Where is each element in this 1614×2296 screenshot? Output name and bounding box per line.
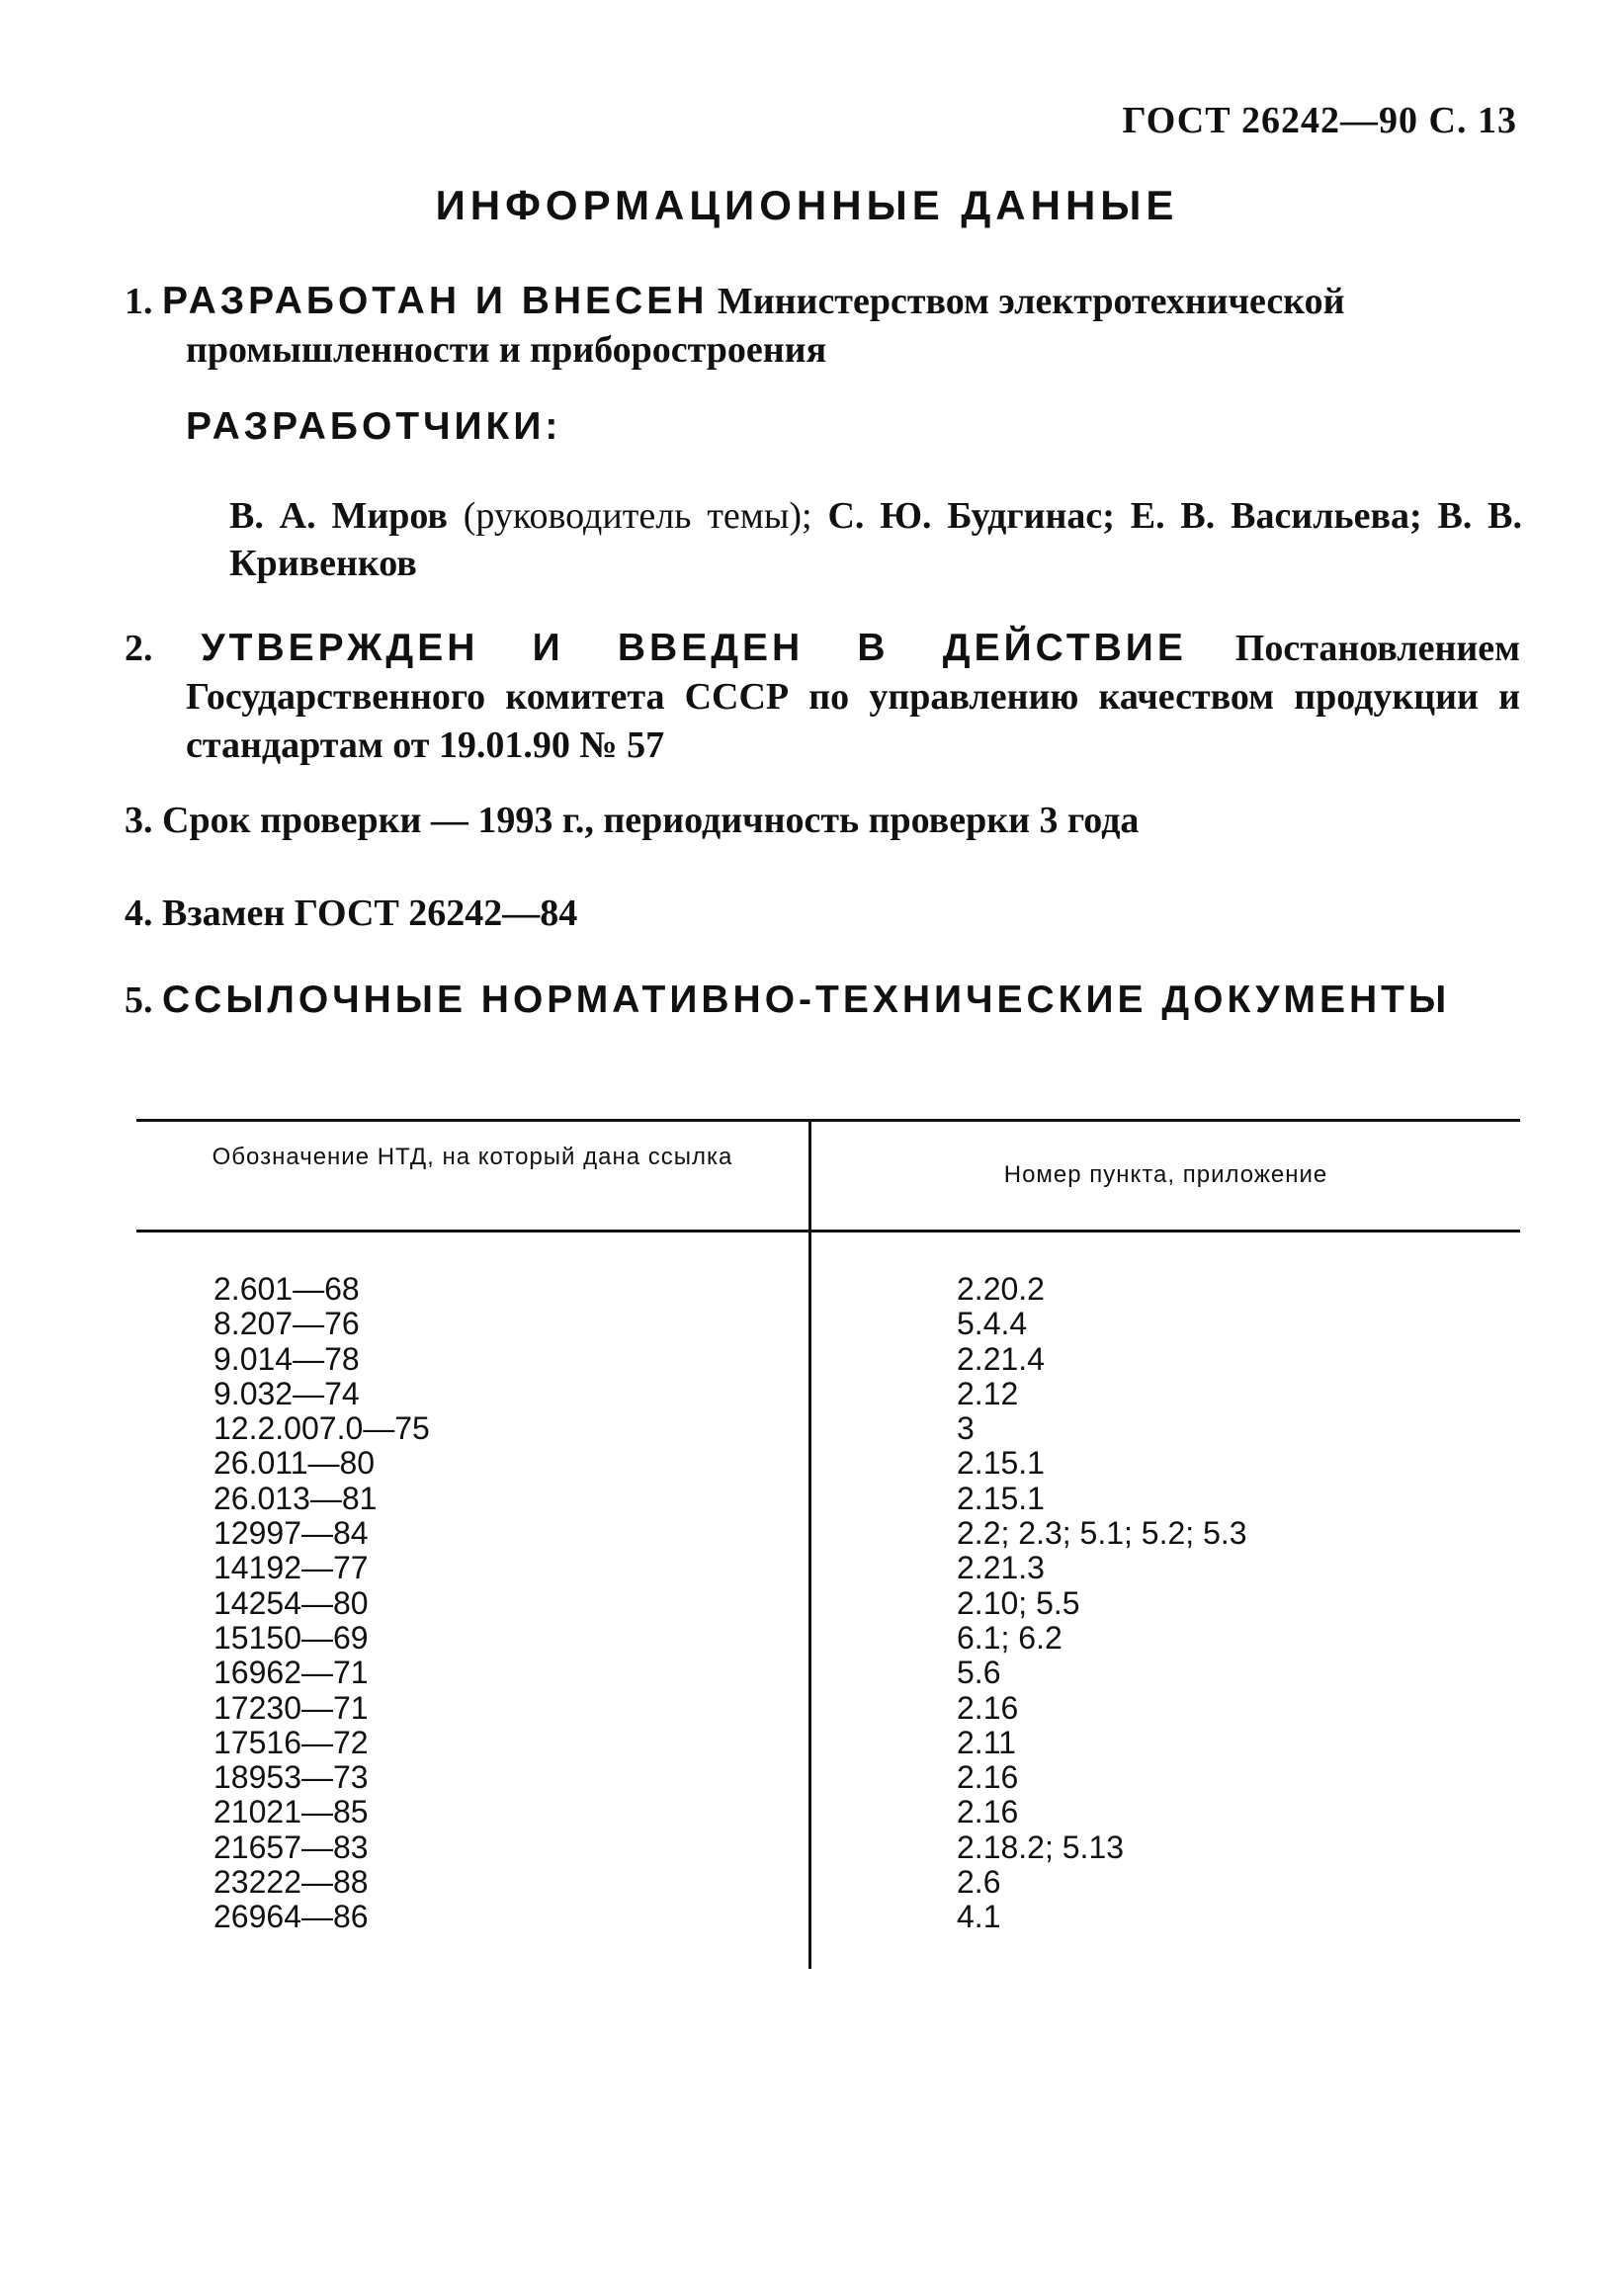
developers-heading: РАЗРАБОТЧИКИ: bbox=[186, 405, 562, 448]
table-cell-clause: 2.21.4 bbox=[957, 1340, 1045, 1377]
table-cell-document: 23222—88 bbox=[213, 1864, 369, 1901]
item-lead: РАЗРАБОТАН И ВНЕСЕН bbox=[162, 280, 709, 322]
item-number: 5. bbox=[125, 979, 153, 1021]
table-cell-clause: 5.4.4 bbox=[957, 1306, 1028, 1342]
developers-list bbox=[229, 492, 1522, 587]
table-cell-clause: 2.15.1 bbox=[957, 1480, 1045, 1516]
page-title: ИНФОРМАЦИОННЫЕ ДАННЫЕ bbox=[435, 182, 1179, 228]
item-number: 2. bbox=[125, 628, 153, 669]
item-text: Постановлением Государственного комитета СССР по управлению качеством продукции и стандартам от 19.01.90 № 57 bbox=[186, 628, 1521, 766]
item-lead: ССЫЛОЧНЫЕ НОРМАТИВНО-ТЕХНИЧЕСКИЕ ДОКУМЕНТЫ bbox=[162, 978, 1451, 1021]
table-cell-clause: 2.20.2 bbox=[957, 1271, 1045, 1307]
table-top-rule bbox=[136, 1119, 1520, 1122]
item-reference-documents bbox=[125, 976, 1520, 1025]
table-cell-document: 12997—84 bbox=[213, 1515, 369, 1552]
item-approved bbox=[125, 624, 1520, 770]
table-column-divider bbox=[808, 1119, 811, 1969]
table-header-rule bbox=[136, 1230, 1520, 1233]
table-cell-clause: 3 bbox=[957, 1410, 975, 1447]
table-cell-clause: 2.2; 2.3; 5.1; 5.2; 5.3 bbox=[957, 1515, 1247, 1552]
table-cell-document: 8.207—76 bbox=[213, 1306, 360, 1342]
table-cell-document: 26.013—81 bbox=[213, 1480, 378, 1516]
table-cell-clause: 2.16 bbox=[957, 1794, 1019, 1830]
item-lead: УТВЕРЖДЕН И ВВЕДЕН В ДЕЙСТВИЕ bbox=[201, 627, 1187, 669]
table-cell-document: 2.601—68 bbox=[213, 1271, 360, 1307]
table-cell-document: 18953—73 bbox=[213, 1759, 369, 1796]
table-cell-clause: 2.15.1 bbox=[957, 1445, 1045, 1482]
table-cell-document: 14192—77 bbox=[213, 1550, 369, 1586]
reference-table bbox=[136, 1119, 1520, 1969]
table-cell-clause: 2.10; 5.5 bbox=[957, 1584, 1080, 1621]
page-header: ГОСТ 26242—90 С. 13 bbox=[1122, 100, 1517, 141]
table-cell-document: 16962—71 bbox=[213, 1655, 369, 1691]
item-review-period bbox=[125, 797, 1520, 845]
table-cell-clause: 4.1 bbox=[957, 1899, 1001, 1935]
table-cell-document: 26964—86 bbox=[213, 1899, 369, 1935]
table-cell-document: 26.011—80 bbox=[213, 1445, 376, 1482]
table-cell-clause: 2.21.3 bbox=[957, 1550, 1045, 1586]
document-column bbox=[213, 1272, 430, 1935]
item-number: 1. bbox=[125, 281, 153, 322]
table-cell-clause: 2.11 bbox=[957, 1724, 1016, 1760]
developer-names: С. Ю. Будгинас; Е. В. Васильева; В. В. Кривенков bbox=[229, 495, 1523, 584]
item-text: Срок проверки — 1993 г., периодичность проверки 3 года bbox=[162, 800, 1140, 841]
developer-role: (руководитель темы); bbox=[463, 495, 812, 537]
table-cell-clause: 2.12 bbox=[957, 1375, 1019, 1411]
item-number: 4. bbox=[125, 893, 153, 934]
table-cell-clause: 6.1; 6.2 bbox=[957, 1619, 1062, 1656]
table-cell-document: 12.2.007.0—75 bbox=[213, 1410, 430, 1447]
item-developed-by bbox=[125, 277, 1520, 375]
table-cell-document: 15150—69 bbox=[213, 1619, 369, 1656]
table-cell-clause: 2.16 bbox=[957, 1689, 1019, 1726]
table-cell-document: 21657—83 bbox=[213, 1828, 369, 1865]
column-header-clause: Номер пункта, приложение bbox=[1003, 1161, 1328, 1188]
table-cell-document: 9.014—78 bbox=[213, 1340, 360, 1377]
table-cell-document: 9.032—74 bbox=[213, 1375, 360, 1411]
item-text: Взамен ГОСТ 26242—84 bbox=[162, 893, 578, 934]
table-cell-document: 17516—72 bbox=[213, 1724, 369, 1760]
table-cell-document: 14254—80 bbox=[213, 1584, 369, 1621]
item-replaces bbox=[125, 890, 1520, 938]
clause-column bbox=[957, 1272, 1247, 1935]
table-cell-clause: 2.18.2; 5.13 bbox=[957, 1828, 1125, 1865]
item-text: Министерством электротехнической промышленности и приборостроения bbox=[186, 281, 1345, 371]
table-cell-document: 21021—85 bbox=[213, 1794, 369, 1830]
table-cell-clause: 5.6 bbox=[957, 1655, 1001, 1691]
table-cell-clause: 2.6 bbox=[957, 1864, 1001, 1901]
item-number: 3. bbox=[125, 800, 153, 841]
table-cell-clause: 2.16 bbox=[957, 1759, 1019, 1796]
table-cell-document: 17230—71 bbox=[213, 1689, 369, 1726]
column-header-document: Обозначение НТД, на который дана ссылка bbox=[212, 1144, 733, 1170]
developer-lead-name: В. А. Миров bbox=[229, 495, 448, 537]
